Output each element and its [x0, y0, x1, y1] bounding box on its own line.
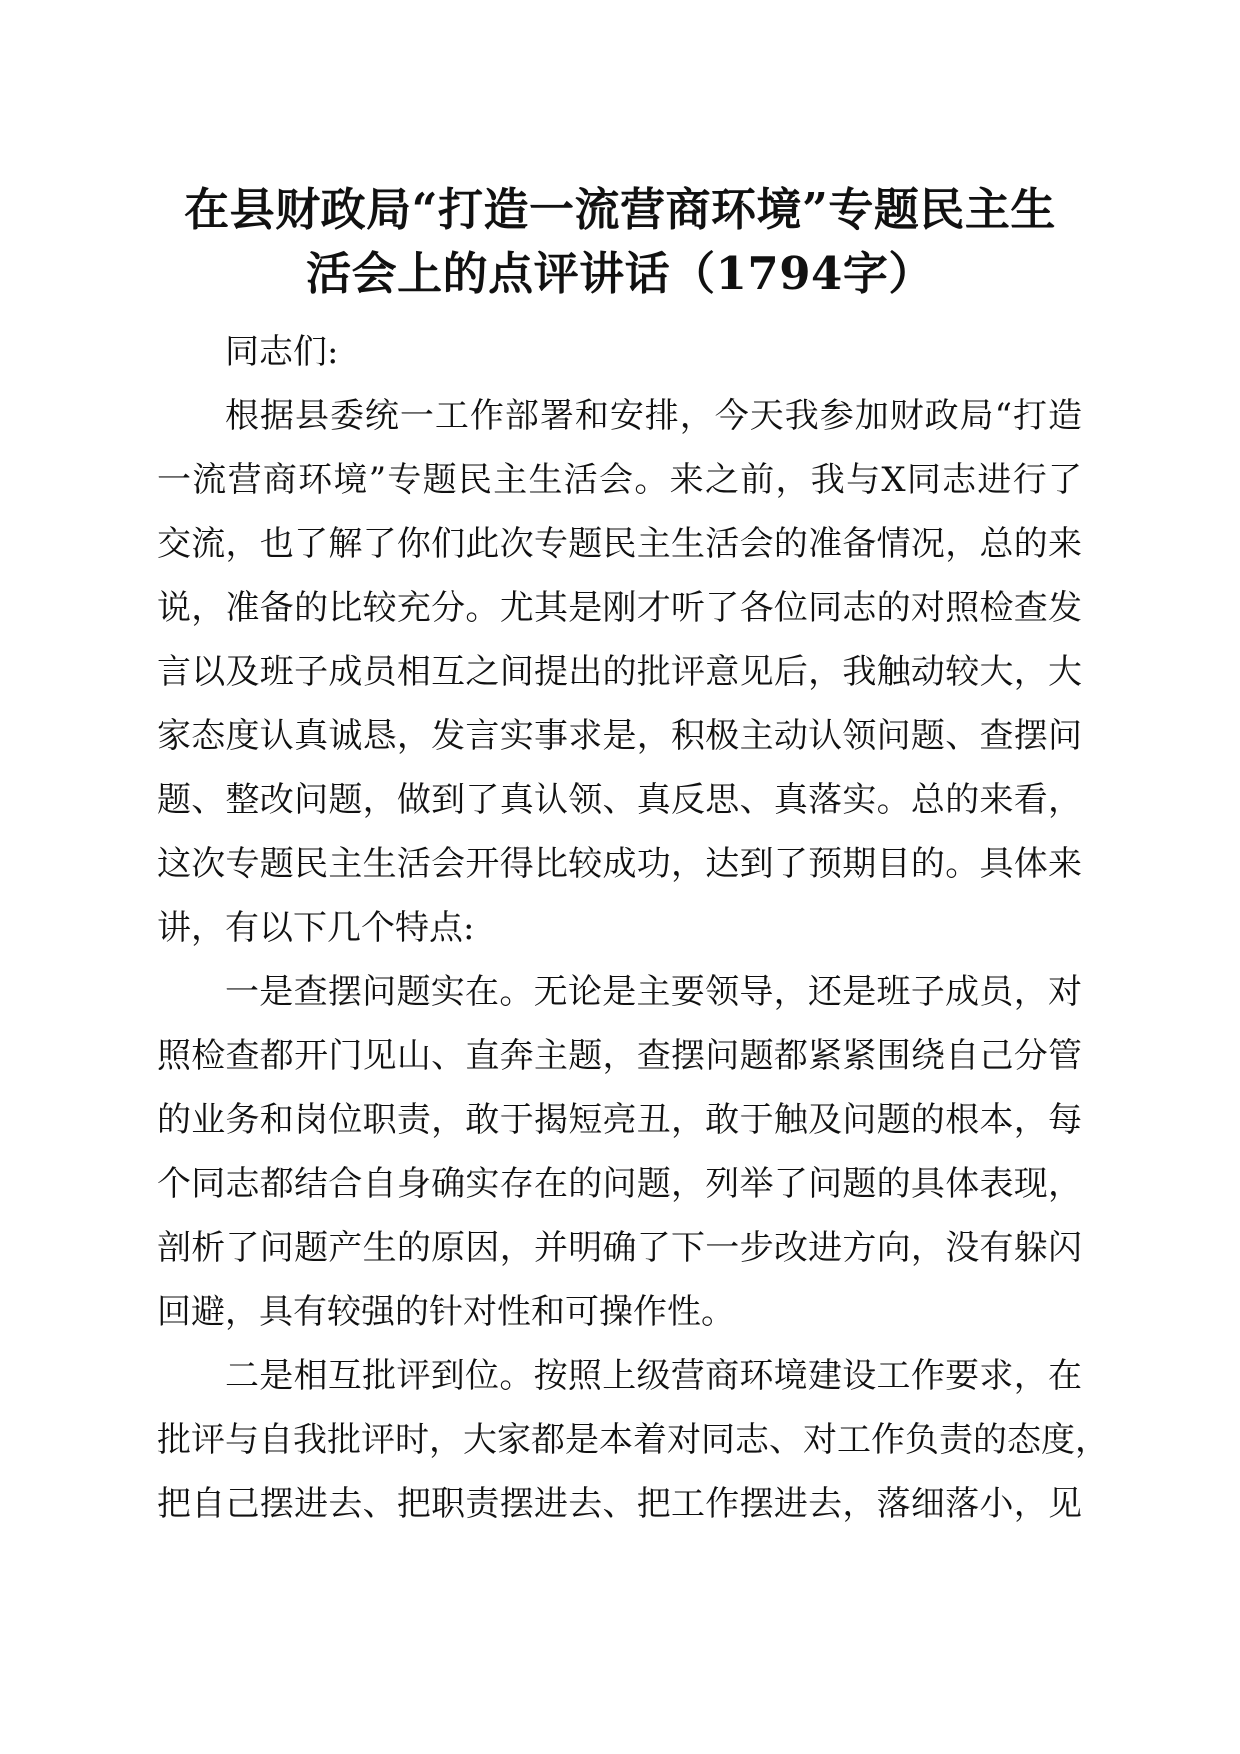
paragraph-1-line: 讲，有以下几个特点: — [157, 908, 475, 948]
paragraph-2-line: 个同志都结合自身确实存在的问题，列举了问题的具体表现， — [157, 1164, 1082, 1204]
paragraph-1-line: 根据县委统一工作部署和安排，今天我参加财政局“打造 — [225, 396, 1082, 436]
paragraph-1-line: 交流，也了解了你们此次专题民主生活会的准备情况，总的来 — [157, 524, 1082, 564]
paragraph-2-line: 一是查摆问题实在。无论是主要领导，还是班子成员，对 — [225, 972, 1082, 1012]
paragraph-2-line: 回避，具有较强的针对性和可操作性。 — [157, 1292, 735, 1332]
paragraph-2-line: 的业务和岗位职责，敢于揭短亮丑，敢于触及问题的根本，每 — [157, 1100, 1082, 1140]
paragraph-2-line: 照检查都开门见山、直奔主题，查摆问题都紧紧围绕自己分管 — [157, 1036, 1082, 1076]
title-line-2: 活会上的点评讲话（1794字） — [306, 247, 934, 300]
paragraph-1-line: 说，准备的比较充分。尤其是刚才听了各位同志的对照检查发 — [157, 588, 1082, 628]
paragraph-1-line: 题、整改问题，做到了真认领、真反思、真落实。总的来看， — [157, 780, 1082, 820]
salutation-line: 同志们: — [225, 332, 339, 372]
paragraph-1-line: 家态度认真诚恳，发言实事求是，积极主动认领问题、查摆问 — [157, 716, 1082, 756]
paragraph-3-line: 批评与自我批评时，大家都是本着对同志、对工作负责的态度， — [157, 1420, 1109, 1460]
paragraph-2-line: 剖析了问题产生的原因，并明确了下一步改进方向，没有躲闪 — [157, 1228, 1082, 1268]
paragraph-3-line: 二是相互批评到位。按照上级营商环境建设工作要求，在 — [225, 1356, 1082, 1396]
paragraph-3-line: 把自己摆进去、把职责摆进去、把工作摆进去，落细落小，见 — [157, 1484, 1082, 1524]
title-line-1: 在县财政局“打造一流营商环境”专题民主生 — [184, 183, 1056, 236]
document-body — [157, 320, 1109, 1536]
paragraph-1-line: 言以及班子成员相互之间提出的批评意见后，我触动较大，大 — [157, 652, 1082, 692]
document-title — [150, 178, 1090, 306]
paragraph-1-line: 这次专题民主生活会开得比较成功，达到了预期目的。具体来 — [157, 844, 1082, 884]
paragraph-1-line: 一流营商环境”专题民主生活会。来之前，我与X同志进行了 — [157, 460, 1082, 500]
